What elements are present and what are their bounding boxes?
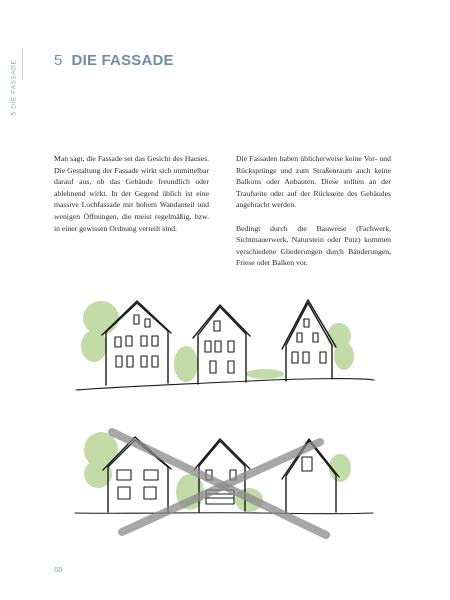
paragraph: Bedingt durch die Bauweise (Fachwerk, Sichtmauerwerk, Naturstein oder Putz) kommen verschiedene Gliederungen durch Bänderungen, Friese oder Balken vor. [236,223,391,268]
paragraph: Man sagt, die Fassade sei das Gesicht des Hauses. Die Gestaltung der Fassade wirkt sich unmittelbar darauf aus, ob das Gebäude freundlich oder ablehnend wirkt. In der Gegend üblich ist eine massive Lochfassade mit hohem Wandanteil und wenigen Öffnungen, die meist regelmäßig, bzw. in einer gewissen Ordnung verteilt sind. [54,154,209,233]
cross-out-mark [112,432,326,535]
chapter-title: DIE FASSADE [71,52,174,69]
page-number: 68 [54,565,63,574]
side-chapter-label: 5 DIE FASSADE [10,59,18,115]
paragraph: Die Fassaden haben üblicherweise keine Vor- und Rücksprünge und zum Straßenraum auch keine Balkons oder Anbauten. Diese sollten an der Traufseite oder auf der Rückseite des Gebäudes angebracht werden. [236,154,391,210]
chapter-number: 5 [54,52,63,69]
